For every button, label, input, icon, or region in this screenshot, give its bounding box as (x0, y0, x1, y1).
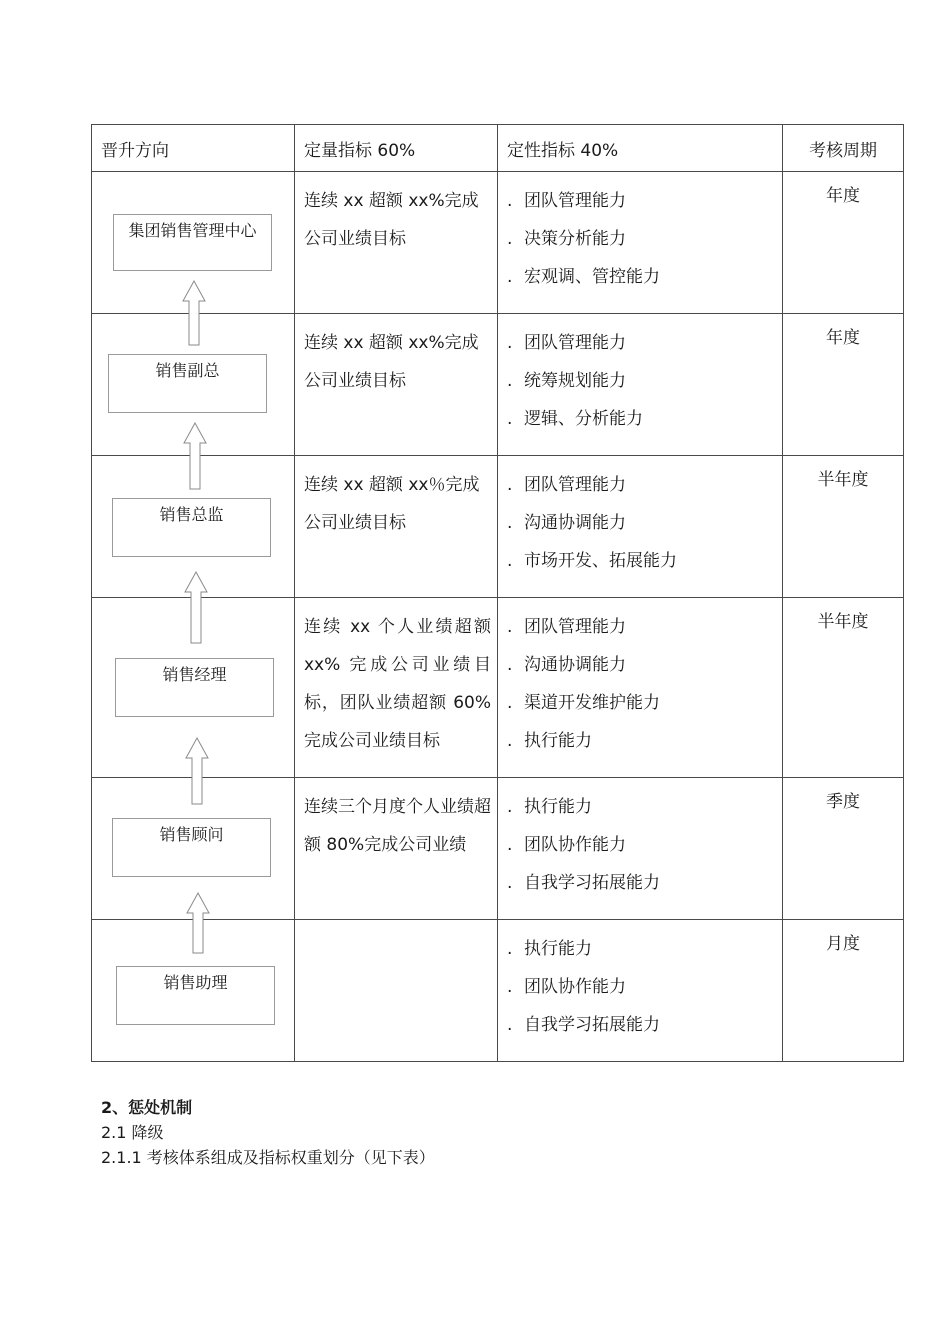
list-item: . 执行能力 (507, 731, 592, 751)
qualitative-cell (498, 920, 783, 1062)
header-quantitative: 定量指标 60% (295, 125, 498, 172)
list-item: . 团队协作能力 (507, 835, 626, 855)
period-cell: 年度 (783, 314, 904, 456)
promotion-table (91, 124, 904, 1062)
list-item: . 决策分析能力 (507, 229, 626, 249)
up-arrow-icon (185, 737, 209, 805)
list-item: . 逻辑、分析能力 (507, 409, 643, 429)
job-box: 集团销售管理中心 (113, 214, 272, 271)
job-box: 销售助理 (116, 966, 275, 1025)
table-row (92, 456, 904, 598)
job-box: 销售顾问 (112, 818, 271, 877)
quantitative-cell: 连续 xx 超额 xx%完成公司业绩目标 (295, 314, 498, 456)
list-item: . 团队协作能力 (507, 977, 626, 997)
subsection-title: 2.1 降级 (101, 1123, 164, 1142)
subsection-title: 2.1.1 考核体系组成及指标权重划分（见下表） (101, 1148, 435, 1167)
period-cell: 月度 (783, 920, 904, 1062)
list-item: . 沟通协调能力 (507, 655, 626, 675)
table-row (92, 598, 904, 778)
period-cell: 季度 (783, 778, 904, 920)
list-item: . 自我学习拓展能力 (507, 1015, 660, 1035)
up-arrow-icon (182, 280, 206, 346)
quantitative-cell: 连续三个月度个人业绩超额 80%完成公司业绩 (295, 778, 498, 920)
list-item: . 自我学习拓展能力 (507, 873, 660, 893)
job-box: 销售副总 (108, 354, 267, 413)
qualitative-cell (498, 456, 783, 598)
quantitative-cell (295, 920, 498, 1062)
job-box: 销售经理 (115, 658, 274, 717)
header-period: 考核周期 (783, 125, 904, 172)
job-cell (92, 920, 295, 1062)
period-cell: 年度 (783, 172, 904, 314)
qualitative-cell (498, 314, 783, 456)
table-row (92, 172, 904, 314)
quantitative-cell: 连续 xx 个人业绩超额 xx% 完成公司业绩目标，团队业绩超额 60%完成公司业绩目标 (295, 598, 498, 778)
table-row (92, 778, 904, 920)
qualitative-cell (498, 172, 783, 314)
table-row (92, 314, 904, 456)
section-heading: 2、惩处机制 (101, 1098, 193, 1117)
list-item: . 团队管理能力 (507, 475, 626, 495)
up-arrow-icon (184, 571, 208, 644)
list-item: . 执行能力 (507, 797, 592, 817)
period-cell: 半年度 (783, 598, 904, 778)
job-box: 销售总监 (112, 498, 271, 557)
quantitative-cell: 连续 xx 超额 xx％完成公司业绩目标 (295, 456, 498, 598)
list-item: . 渠道开发维护能力 (507, 693, 660, 713)
header-qualitative: 定性指标 40% (498, 125, 783, 172)
list-item: . 统筹规划能力 (507, 371, 626, 391)
header-direction: 晋升方向 (92, 125, 295, 172)
list-item: . 宏观调、管控能力 (507, 267, 660, 287)
list-item: . 市场开发、拓展能力 (507, 551, 677, 571)
list-item: . 沟通协调能力 (507, 513, 626, 533)
up-arrow-icon (186, 892, 210, 954)
up-arrow-icon (183, 422, 207, 490)
table-header-row (92, 125, 904, 172)
list-item: . 团队管理能力 (507, 333, 626, 353)
list-item: . 团队管理能力 (507, 191, 626, 211)
qualitative-cell (498, 778, 783, 920)
list-item: . 执行能力 (507, 939, 592, 959)
qualitative-cell (498, 598, 783, 778)
period-cell: 半年度 (783, 456, 904, 598)
list-item: . 团队管理能力 (507, 617, 626, 637)
table-row (92, 920, 904, 1062)
quantitative-cell: 连续 xx 超额 xx%完成公司业绩目标 (295, 172, 498, 314)
